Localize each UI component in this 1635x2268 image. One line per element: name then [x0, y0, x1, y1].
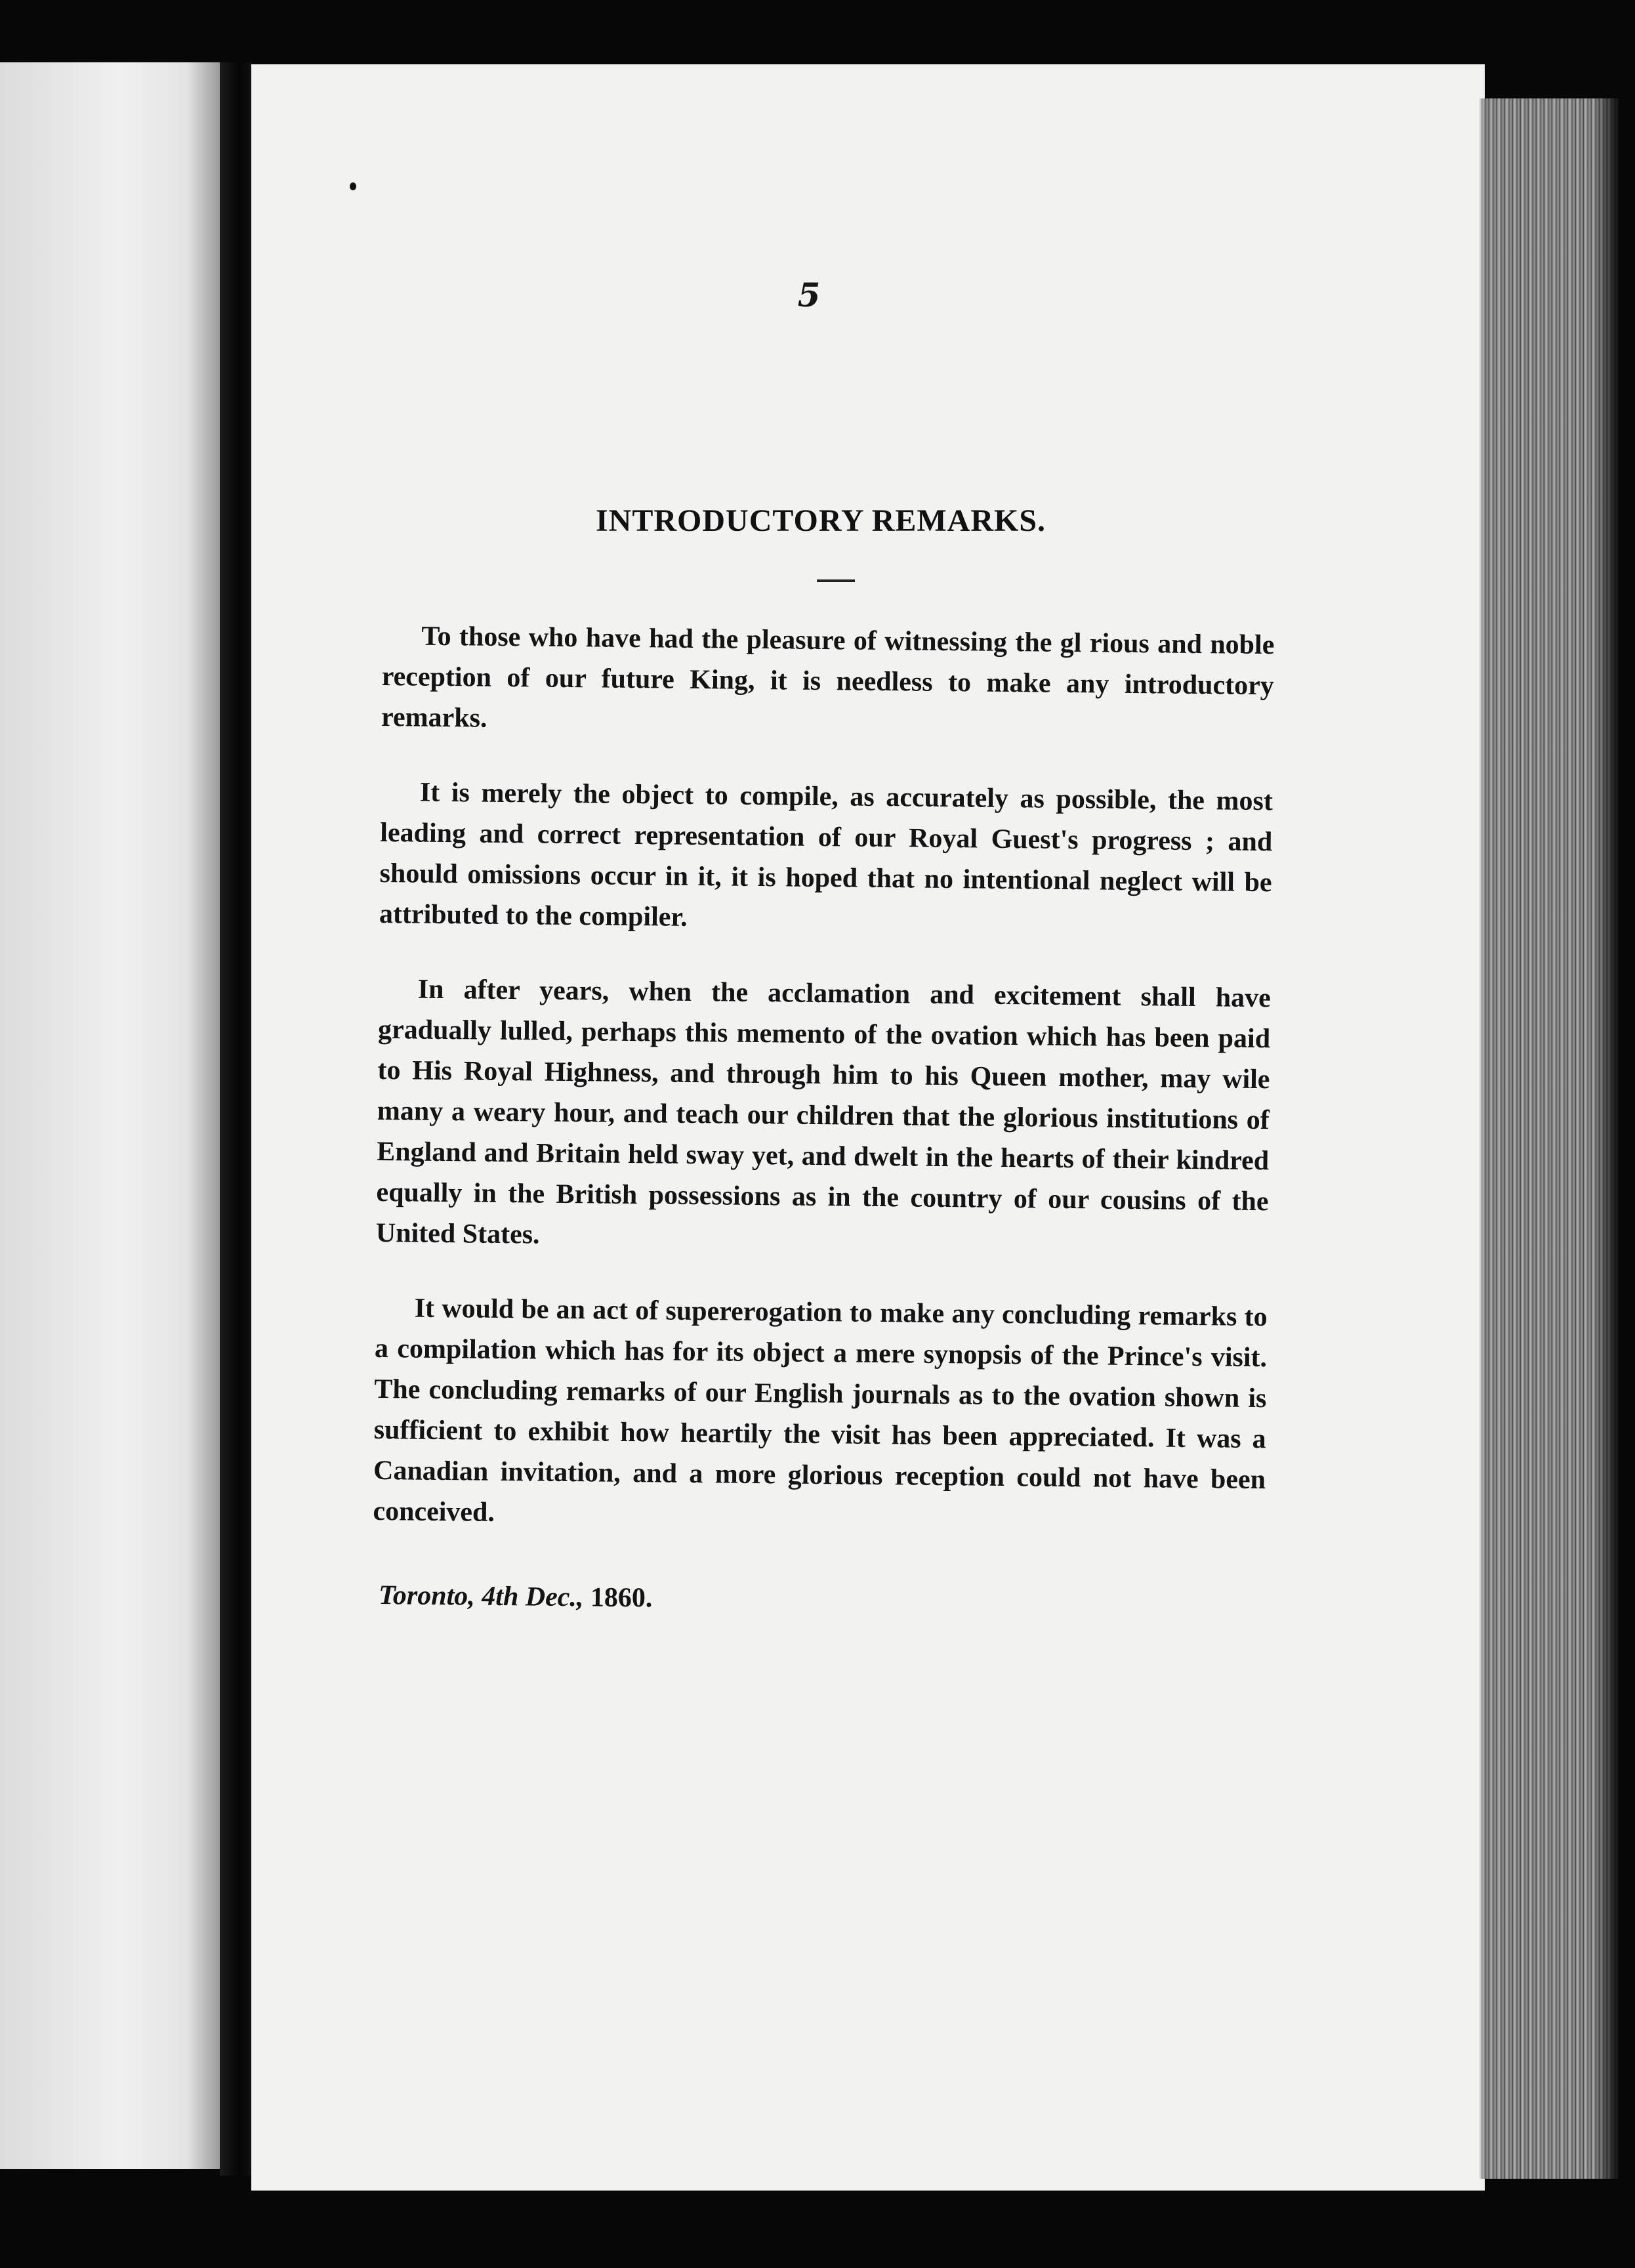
page-number: 5 [797, 276, 821, 314]
paragraph-2: It is merely the object to compile, as accurately as possible, the most leading and correct representation of our Royal Guest's progress ; and should omissions occur in it, it is hoped that no intentional neglect will be attributed to the compiler. [379, 777, 1273, 933]
heading-rule [817, 579, 855, 582]
page-stack-edges [1480, 98, 1619, 2179]
signature-line [372, 1575, 1265, 1625]
signature-place: Toronto, [378, 1580, 476, 1612]
paragraph-3: In after years, when the acclamation and excitement shall have gradually lulled, perhaps this memento of the ovation which has been paid to His Royal Highness, and through him to his Queen mother, may wile many a weary hour, and teach our children that the glorious institutions of England and Britain held sway yet, and dwelt in the hearts of their kindred equally in the British possessions as in the country of our cousins of the United States. [375, 974, 1271, 1250]
signature-year: 1860. [590, 1582, 653, 1614]
previous-page-edge [0, 62, 220, 2169]
paragraph-4: It would be an act of supererogation to make any concluding remarks to a compilation which has for its object a mere synopsis of the Prince's visit. The concluding remarks of our English journals as to the ovation shown is sufficient to exhibit how heartily the visit has been appreciated. It was a Canadian invitation, and a more glorious reception could not have been conceived. [373, 1293, 1268, 1528]
body-text [372, 601, 1275, 1625]
ink-speck [350, 182, 356, 190]
page-heading: INTRODUCTORY REMARKS. [596, 503, 1046, 538]
paragraph-1: To those who have had the pleasure of witnessing the gl rious and noble reception of our future King, it is needless to make any introductory remarks. [381, 621, 1275, 734]
book-page [251, 64, 1485, 2191]
signature-date: 4th Dec., [482, 1581, 584, 1613]
book-spine-shadow [220, 62, 253, 2175]
